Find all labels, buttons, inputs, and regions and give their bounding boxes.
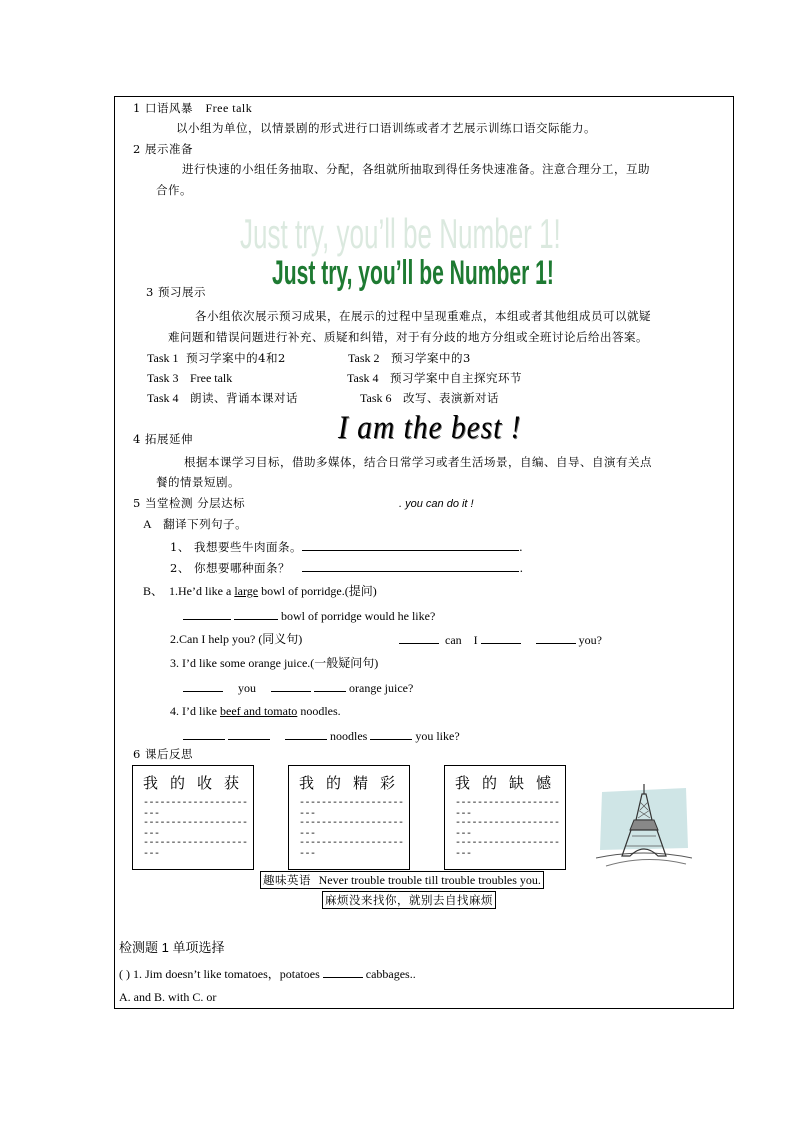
answer-blank[interactable] <box>399 631 439 644</box>
section-2-body-cont: 合作。 <box>156 183 192 197</box>
answer-blank[interactable] <box>481 631 521 644</box>
task-item: Task 1 预习学案中的4和2 <box>147 351 286 365</box>
section-4-body-cont: 餐的情景短剧。 <box>156 475 240 489</box>
part-b-question-1: B、 1.He’d like a large bowl of porridge.(提问) <box>143 584 377 598</box>
write-line[interactable]: ---------------------- <box>299 838 404 860</box>
part-b-question-3: 3. I’d like some orange juice.(一般疑问句) <box>170 656 379 670</box>
fun-english-box: 趣味英语 Never trouble trouble till trouble troubles you. <box>260 871 544 889</box>
reflection-box-regrets <box>444 765 566 870</box>
section-3-body-cont: 难问题和错误问题进行补充、质疑和纠错，对于有分歧的地方分组或全班讨论后给出答案。 <box>168 330 648 344</box>
part-b-answer-4: noodles you like? <box>183 727 460 744</box>
answer-blank[interactable] <box>536 631 576 644</box>
reflection-heading: 我的收获 <box>143 774 252 792</box>
write-line[interactable]: ---------------------- <box>299 798 404 820</box>
reflection-box-highlights <box>288 765 410 870</box>
part-a-title: A 翻译下列句子。 <box>143 517 248 531</box>
section-1-body: 以小组为单位，以情景剧的形式进行口语训练或者才艺展示训练口语交际能力。 <box>176 121 596 135</box>
section-4-title: 4 拓展延伸 <box>133 432 193 446</box>
reflection-box-gains <box>132 765 254 870</box>
task-item: Task 3 Free talk <box>147 371 233 385</box>
answer-blank[interactable] <box>183 727 225 740</box>
section-2-body: 进行快速的小组任务抽取、分配，各组就所抽取到得任务快速准备。注意合理分工，互助 <box>182 162 650 176</box>
wordart-ghost: Just try, you’ll be Number 1! <box>240 210 561 257</box>
write-line[interactable]: ---------------------- <box>143 798 248 820</box>
write-line[interactable]: ---------------------- <box>143 838 248 860</box>
answer-blank[interactable] <box>370 727 412 740</box>
slogan-you-can-do-it: . you can do it ! <box>399 498 474 510</box>
quiz-question-1: ( ) 1. Jim doesn’t like tomatoes，potatoes cabbages.. <box>119 967 416 981</box>
eiffel-tower-icon <box>596 780 692 874</box>
write-line[interactable]: ---------------------- <box>299 818 404 840</box>
write-line[interactable]: ---------------------- <box>143 818 248 840</box>
part-a-question-1: 1、 我想要些牛肉面条。 . <box>170 540 524 554</box>
section-3-title: 3 预习展示 <box>146 285 206 299</box>
quiz-options: A. and B. with C. or <box>119 990 217 1004</box>
section-5-title: 5 当堂检测 分层达标 <box>133 496 246 510</box>
answer-blank[interactable] <box>285 727 327 740</box>
answer-blank[interactable] <box>234 607 278 620</box>
reflection-heading: 我的缺憾 <box>455 774 564 792</box>
task-item: Task 2 预习学案中的3 <box>348 351 471 365</box>
answer-blank[interactable] <box>314 679 346 692</box>
answer-blank[interactable] <box>183 679 223 692</box>
answer-blank[interactable] <box>302 538 519 551</box>
write-line[interactable]: ---------------------- <box>455 838 560 860</box>
wordart-i-am-the-best: I am the best ! <box>338 410 522 446</box>
task-item: Task 6 改写、表演新对话 <box>360 391 499 405</box>
fun-english-translation: 麻烦没来找你，就别去自找麻烦 <box>322 891 496 909</box>
part-b-answer-1: bowl of porridge would he like? <box>183 607 435 624</box>
write-line[interactable]: ---------------------- <box>455 818 560 840</box>
answer-blank[interactable] <box>183 607 231 620</box>
task-item: Task 4 预习学案中自主探究环节 <box>347 371 522 385</box>
part-b-answer-3: you orange juice? <box>183 679 413 696</box>
task-item: Task 4 朗读、背诵本课对话 <box>147 391 298 405</box>
answer-blank[interactable] <box>302 559 519 572</box>
part-b-question-2: 2.Can I help you? (同义句) <box>170 632 303 646</box>
section-3-body: 各小组依次展示预习成果，在展示的过程中呈现重难点，本组或者其他组成员可以就疑 <box>195 309 651 323</box>
answer-blank[interactable] <box>228 727 270 740</box>
reflection-heading: 我的精彩 <box>299 774 408 792</box>
part-b-answer-2: can I you? <box>399 631 602 648</box>
part-a-question-2: 2、 你想要哪种面条？ . <box>170 561 524 575</box>
wordart-number-one: Just try, you’ll be Number 1! <box>272 254 554 292</box>
section-4-body: 根据本课学习目标，借助多媒体，结合日常学习或者生活场景，自编、自导、自演有关点 <box>184 455 652 469</box>
section-6-title: 6 课后反思 <box>133 747 193 761</box>
quiz-title: 检测题 1 单项选择 <box>119 940 225 955</box>
section-2-title: 2 展示准备 <box>133 142 193 156</box>
write-line[interactable]: ---------------------- <box>455 798 560 820</box>
section-1-title: 1 口语风暴 Free talk <box>133 101 253 115</box>
part-b-question-4: 4. I’d like beef and tomato noodles. <box>170 704 341 718</box>
answer-blank[interactable] <box>323 965 363 978</box>
answer-blank[interactable] <box>271 679 311 692</box>
